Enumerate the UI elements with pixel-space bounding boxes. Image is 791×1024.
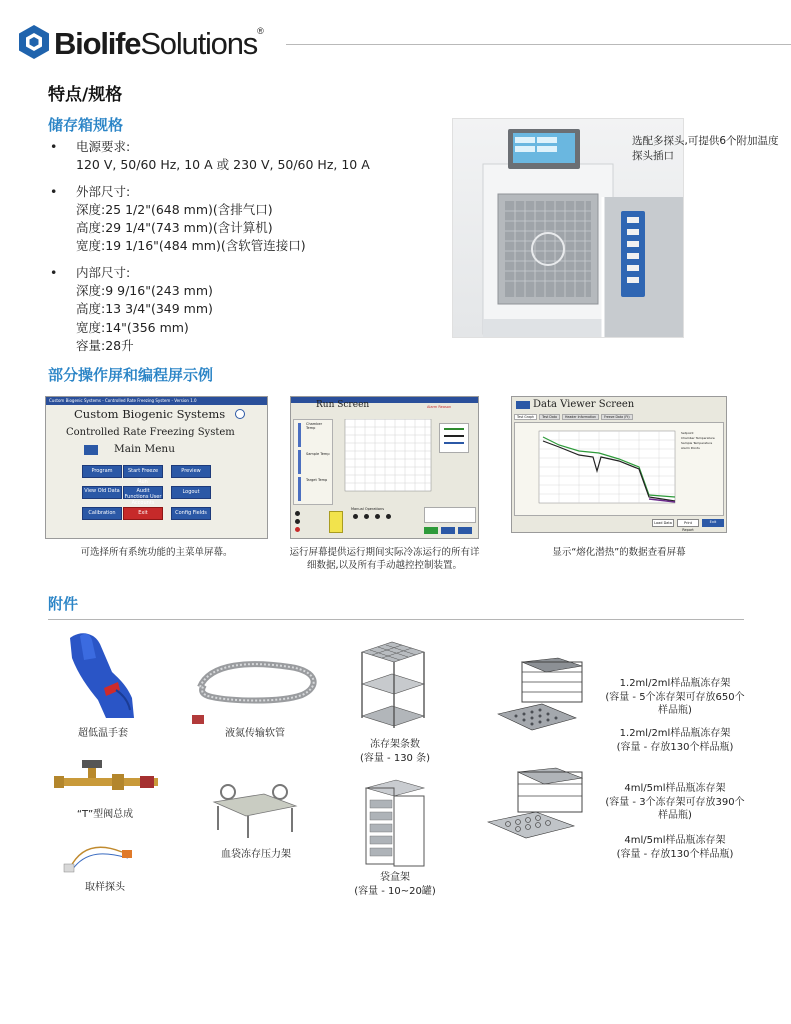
storage-section-title: 储存箱规格: [48, 116, 124, 134]
box-rack-image: [358, 778, 430, 868]
vial-rack-4-5ml-image: [486, 766, 586, 848]
run-temperature-chart: [337, 419, 435, 499]
vial-1-2-multi-label: 1.2ml/2ml样品瓶冻存架 (容量 - 5个冻存架可存放650个 样品瓶): [605, 678, 745, 716]
exit-button[interactable]: Exit: [123, 507, 163, 520]
print-report-button[interactable]: Print Report: [677, 519, 699, 527]
target-temp-label: Target Temp: [306, 478, 328, 482]
alarm-reason-label: Alarm Reason: [427, 405, 452, 409]
start-freeze-run-button[interactable]: Start Freeze Run: [123, 465, 163, 478]
app-logo-icon: [84, 445, 98, 455]
press-label: 血袋冻存压力架: [221, 849, 291, 860]
hose-label: 液氮传输软管: [225, 728, 285, 739]
main-menu-caption: 可选择所有系统功能的主菜单屏幕。: [80, 547, 233, 558]
spec-item-power: • 电源要求: 120 V, 50/60 Hz, 10 A 或 230 V, 50/60 Hz, 10 A: [50, 138, 440, 175]
main-menu-subheading: Controlled Rate Freezing System: [66, 427, 235, 438]
data-viewer-caption: 显示“熔化潜热”的数据查看屏幕: [552, 547, 686, 558]
tab-test-data[interactable]: Test Data: [539, 414, 560, 420]
blood-bag-press-image: [208, 780, 300, 840]
run-status-box: [424, 507, 476, 523]
dv-exit-button[interactable]: Exit: [702, 519, 724, 527]
straw-rack-image: [352, 638, 432, 730]
dv-graph-panel: [514, 422, 724, 516]
run-hold-button[interactable]: [441, 527, 455, 534]
accessories-section-title: 附件: [48, 595, 79, 613]
run-screen-screenshot: [290, 396, 479, 539]
brand-name: BiolifeSolutions®: [54, 26, 263, 61]
sample-probe-image: [62, 838, 142, 878]
vial-4-5-single-label: 4ml/5ml样品瓶冻存架 (容量 - 存放130个样品瓶): [616, 835, 734, 860]
page-title: 特点/规格: [48, 85, 123, 105]
vial-rack-1-2ml-image: [496, 656, 588, 740]
chamber-temp-label: Chamber Temp: [306, 422, 323, 430]
probe-option-note: 选配多探头,可提供6个附加温度探头插口: [632, 135, 779, 162]
data-viewer-screenshot: [511, 396, 727, 533]
cryogenic-gloves-image: [60, 628, 140, 720]
probe-label: 取样探头: [85, 882, 125, 893]
audit-functions-button[interactable]: Audit Functions User Accounts: [124, 488, 162, 506]
manual-operations-label: Manual Operations: [351, 507, 385, 511]
ln2-hose-image: [190, 657, 325, 727]
tab-header-information[interactable]: Header Information: [562, 414, 599, 420]
load-data-button[interactable]: Load Data: [652, 519, 674, 527]
run-screen-caption: 运行屏幕提供运行期间实际冷冻运行的所有详细数据,以及所有手动越控控制装置。: [289, 547, 480, 571]
dv-logo-icon: [516, 401, 530, 409]
main-menu-title: Main Menu: [114, 443, 175, 455]
accessories-rule: [48, 619, 744, 620]
header-rule: [286, 44, 791, 45]
main-menu-screenshot: [45, 396, 268, 539]
cbs-logo-icon: [235, 409, 245, 419]
vial-4-5-multi-label: 4ml/5ml样品瓶冻存架 (容量 - 3个冻存架可存放390个 样品瓶): [605, 783, 745, 821]
program-button[interactable]: Program: [82, 465, 122, 478]
spec-item-internal: • 内部尺寸: 深度:9 9/16"(243 mm) 高度:13 3/4"(349 mm) 宽度:14"(356 mm) 容量:28升: [50, 264, 440, 355]
gloves-label: 超低温手套: [78, 728, 128, 739]
tab-freeze-data[interactable]: Freeze Data (Ft): [601, 414, 633, 420]
run-screen-title: Run Screen: [316, 400, 370, 410]
view-old-data-button[interactable]: View Old Data: [82, 486, 122, 499]
main-menu-heading: Custom Biogenic Systems: [74, 407, 226, 421]
run-exit-button[interactable]: [458, 527, 472, 534]
data-viewer-title: Data Viewer Screen: [533, 399, 635, 410]
manual-ops-indicators: [353, 514, 391, 519]
box-rack-label: 袋盒架 (容量 - 10~20罐): [354, 872, 436, 897]
config-fields-button[interactable]: Config Fields: [171, 507, 211, 520]
screens-section-title: 部分操作屏和编程屏示例: [48, 366, 214, 384]
run-yellow-button[interactable]: [329, 511, 343, 533]
sample-temp-label: Sample Temp: [306, 452, 330, 456]
spec-item-external: • 外部尺寸: 深度:25 1/2"(648 mm)(含排气口) 高度:29 1/4"(743 mm)(含计算机) 宽度:19 1/16"(484 mm)(含软管连接口): [50, 183, 440, 256]
dv-legend: Setpoint Chamber Temperature Sample Temperature Alarm Points: [681, 431, 715, 450]
run-legend: [439, 423, 469, 453]
calibration-button[interactable]: Calibration: [82, 507, 122, 520]
run-lamp-indicators: [295, 511, 300, 532]
straw-rack-label: 冻存架条数 (容量 - 130 条): [359, 739, 431, 764]
run-start-button[interactable]: [424, 527, 438, 534]
storage-spec-list: [50, 138, 440, 363]
main-menu-title-bar: Custom Biogenic Systems - Controlled Rate Freezing System - Version 1.0: [46, 397, 267, 405]
preview-button[interactable]: Preview: [171, 465, 211, 478]
run-gauge-panel: [293, 419, 333, 505]
t-valve-label: “T”型阀总成: [76, 809, 134, 820]
tab-test-graph[interactable]: Test Graph: [514, 414, 537, 420]
vial-1-2-single-label: 1.2ml/2ml样品瓶冻存架 (容量 - 存放130个样品瓶): [616, 728, 734, 753]
logout-button[interactable]: Logout: [171, 486, 211, 499]
t-valve-image: [52, 756, 160, 802]
biolife-logo-icon: [18, 24, 50, 60]
dv-tabs: [514, 414, 633, 420]
